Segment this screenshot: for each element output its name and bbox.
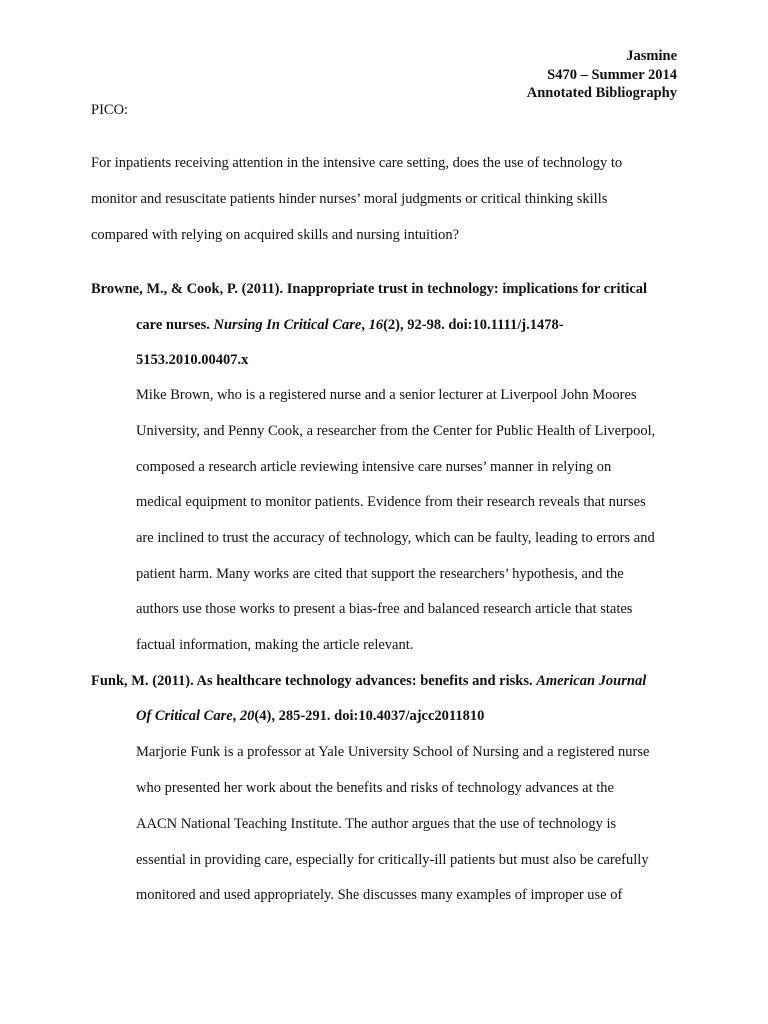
pico-question-line-1: For inpatients receiving attention in the intensive care setting, does the use of technology to (91, 155, 623, 171)
annotation-2-line-2: who presented her work about the benefits and risks of technology advances at the (136, 780, 614, 796)
pico-question-line-3: compared with relying on acquired skills and nursing intuition? (91, 227, 460, 243)
pico-label: PICO: (91, 102, 129, 118)
pico-question-line-2: monitor and resuscitate patients hinder nurses’ moral judgments or critical thinking skills (91, 191, 608, 207)
citation-2-journal-part-1: American Journal (536, 673, 647, 689)
annotation-1-line-3: composed a research article reviewing intensive care nurses’ manner in relying on (136, 459, 612, 475)
citation-1-separator: , (361, 317, 369, 333)
annotation-1-line-8: factual information, making the article relevant. (136, 637, 414, 653)
citation-2-prefix: Funk, M. (2011). As healthcare technology advances: benefits and risks. (91, 673, 537, 689)
annotation-1-line-2: University, and Penny Cook, a researcher from the Center for Public Health of Liverpool, (136, 423, 656, 439)
citation-2-line-1 (91, 672, 646, 690)
annotation-2-line-3: AACN National Teaching Institute. The author argues that the use of technology is (136, 816, 617, 832)
annotation-1-line-7: authors use those works to present a bias-free and balanced research article that states (136, 601, 633, 617)
annotation-1-line-1: Mike Brown, who is a registered nurse and a senior lecturer at Liverpool John Moores (136, 387, 637, 403)
document-header (527, 47, 677, 103)
annotation-1-line-4: medical equipment to monitor patients. Evidence from their research reveals that nurses (136, 494, 646, 510)
annotation-2-line-4: essential in providing care, especially for critically-ill patients but must also be carefully (136, 852, 649, 868)
author-name: Jasmine (626, 48, 677, 64)
citation-2-separator: , (232, 708, 240, 724)
citation-1-line-3: 5153.2010.00407.x (136, 352, 249, 368)
citation-1-volume: 16 (368, 317, 384, 333)
citation-2-line-2 (136, 707, 484, 725)
citation-1-line-1: Browne, M., & Cook, P. (2011). Inappropriate trust in technology: implications for critical (91, 281, 648, 297)
annotation-2-line-5: monitored and used appropriately. She discusses many examples of improper use of (136, 887, 623, 903)
citation-2-volume: 20 (239, 708, 255, 724)
annotation-1-line-6: patient harm. Many works are cited that support the researchers’ hypothesis, and the (136, 566, 624, 582)
citation-1-line-2 (136, 316, 564, 334)
annotation-1-line-5: are inclined to trust the accuracy of technology, which can be faulty, leading to errors and (136, 530, 655, 546)
citation-1-journal: Nursing In Critical Care (213, 317, 362, 333)
citation-1-prefix: care nurses. (136, 317, 214, 333)
document-title: Annotated Bibliography (526, 85, 677, 101)
course-info: S470 – Summer 2014 (547, 66, 677, 83)
annotation-2-line-1: Marjorie Funk is a professor at Yale University School of Nursing and a registered nurse (136, 744, 650, 760)
citation-2-issue-pages: (4), 285-291. doi:10.4037/ajcc2011810 (254, 708, 485, 724)
citation-2-journal-part-2: Of Critical Care (136, 708, 233, 724)
citation-1-issue-pages: (2), 92-98. doi:10.1111/j.1478- (383, 317, 564, 333)
